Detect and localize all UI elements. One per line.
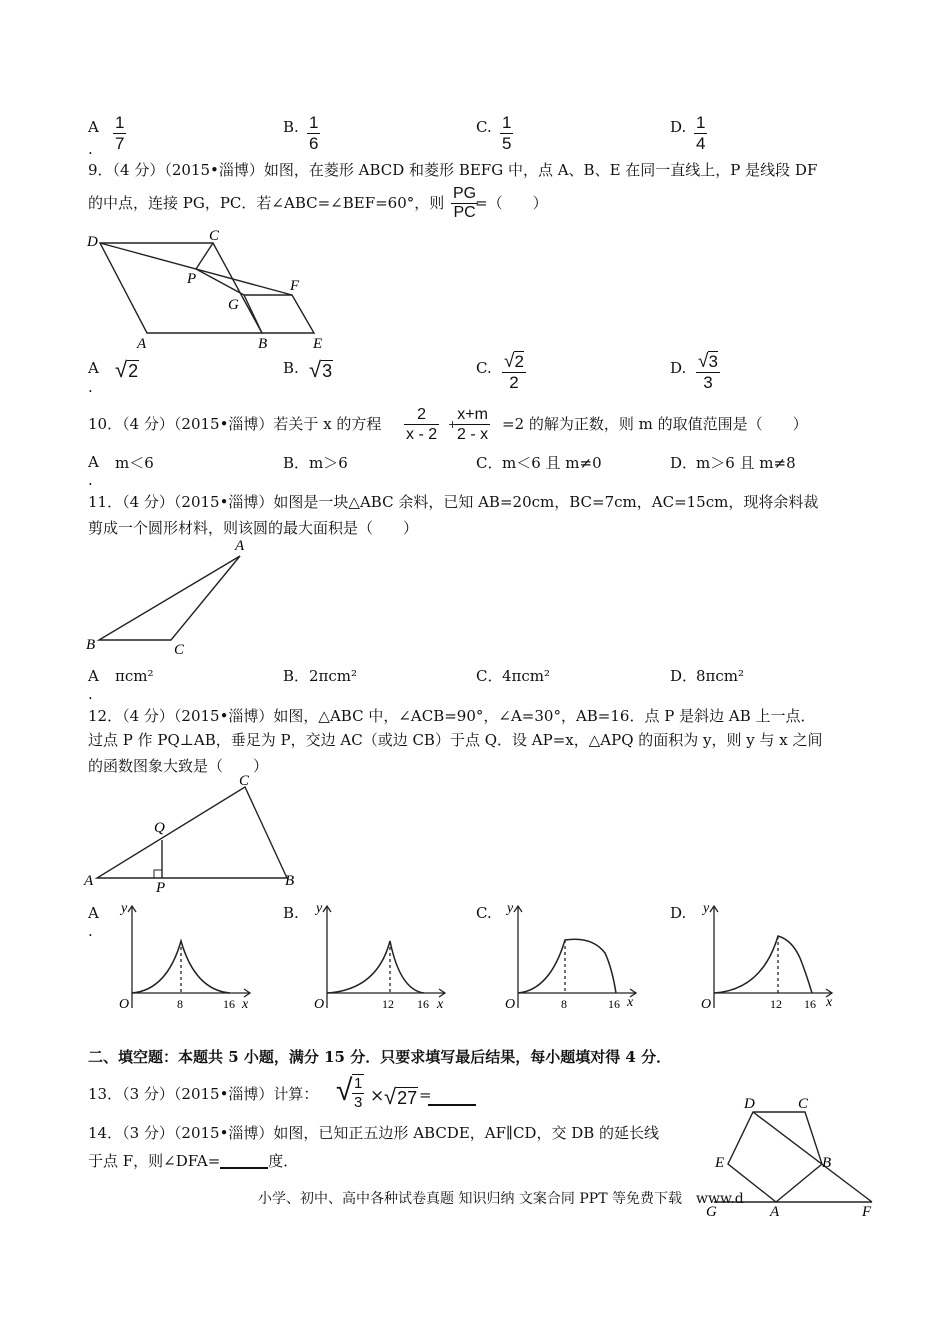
q12-graph-d-y-label: y	[703, 901, 710, 916]
q14-label-c: C	[798, 1096, 809, 1112]
q11-option-a-text: πcm²	[115, 667, 154, 685]
q14-label-b: B	[822, 1155, 832, 1171]
q12-graph-c-curve	[518, 939, 616, 993]
q12-option-c-label: C.	[476, 904, 492, 922]
q9-figure	[85, 228, 335, 353]
q11-figure	[82, 536, 262, 658]
q12-graph-c-end-tick: 16	[608, 997, 620, 1011]
q9-label-g: G	[228, 297, 239, 313]
q12-graph-d-end-tick: 16	[804, 997, 816, 1011]
q12-graph-b-end-tick: 16	[417, 997, 429, 1011]
q9-label-a: A	[137, 336, 147, 352]
q12-graph-b	[307, 898, 457, 1016]
q12-graph-b-x-label: x	[437, 997, 444, 1012]
q12-label-a: A	[84, 873, 94, 889]
q10-option-d-text: m＞6 且 m≠8	[696, 454, 796, 472]
q14-text-line1: 14．（3 分）（2015•淄博）如图，已知正五边形 ABCDE，AF∥CD，交 DB 的延长线	[88, 1124, 660, 1142]
q13-text-prefix: 13．（3 分）（2015•淄博）计算：	[88, 1085, 319, 1103]
q9-option-d-label: D.	[670, 359, 687, 377]
q12-label-p: P	[156, 880, 166, 892]
q9-label-b: B	[258, 336, 268, 352]
q13-sqrt-27: √27	[384, 1084, 418, 1109]
q12-graph-c-peak-tick: 8	[561, 997, 567, 1011]
q9-segment-pg	[196, 269, 244, 295]
q8-option-d-label: D.	[670, 118, 687, 136]
q9-option-b-sqrt: √3	[309, 357, 333, 382]
q12-graph-b-peak-tick: 12	[382, 997, 394, 1011]
q12-right-angle-mark	[154, 870, 162, 878]
q8-option-a-fraction: $\frac{1}{7}$	[115, 113, 125, 153]
q10-text-prefix: 10．（4 分）（2015•淄博）若关于 x 的方程	[88, 415, 382, 433]
q9-option-d-fraction: $\frac{√3}{3}$	[698, 351, 718, 392]
q12-graph-c-x-label: x	[627, 995, 634, 1010]
q14-label-d: D	[744, 1096, 755, 1112]
q12-graph-d-curve	[714, 936, 812, 993]
q9-text-line2	[88, 196, 444, 211]
q13-answer-blank	[428, 1090, 476, 1106]
q12-option-a-dot: .	[88, 922, 93, 940]
q13-radical-sign-1: √	[336, 1074, 353, 1107]
q12-graph-a	[112, 898, 262, 1016]
q12-graph-d-origin: O	[701, 997, 712, 1012]
q10-option-a-dot: .	[88, 471, 93, 489]
q12-text-line2: 过点 P 作 PQ⊥AB，垂足为 P，交边 AC（或边 CB）于点 Q．设 AP=x，△APQ 的面积为 y，则 y 与 x 之间	[88, 731, 823, 749]
q12-label-q: Q	[154, 820, 165, 836]
q14-line-df	[753, 1112, 872, 1202]
q12-graph-a-x-label: x	[242, 997, 249, 1012]
q10-text-suffix: =2 的解为正数，则 m 的取值范围是（ ）	[502, 415, 808, 433]
q10-fraction-1: $\frac{2}{x - 2}$	[406, 406, 438, 443]
q9-option-a-label: A	[88, 359, 99, 377]
section-2-title: 二、填空题：本题共 5 小题，满分 15 分．只要求填写最后结果，每小题填对得 4 分．	[88, 1048, 672, 1066]
q9-label-d: D	[87, 234, 98, 250]
q12-graph-a-peak-tick: 8	[177, 997, 183, 1011]
q14-pentagon-abcde	[728, 1112, 822, 1202]
q12-graph-d-peak-tick: 12	[770, 997, 782, 1011]
q9-ratio-fraction: $\frac{PG}{PC}$	[453, 185, 477, 221]
q12-graph-c-origin: O	[505, 997, 516, 1012]
q9-option-b-label: B.	[283, 359, 299, 377]
q11-option-d-text: 8πcm²	[696, 667, 745, 685]
q12-option-d-label: D.	[670, 904, 687, 922]
q11-option-b-text: 2πcm²	[309, 667, 358, 685]
q12-label-c: C	[239, 773, 250, 789]
q12-triangle-abc	[97, 787, 287, 878]
q12-text-line3: 的函数图象大致是（ ）	[88, 757, 269, 775]
q10-fraction-2: $\frac{x+m}{2 - x}$	[457, 406, 489, 443]
q10-option-a-text: m＜6	[115, 454, 154, 472]
q11-label-a: A	[235, 538, 245, 554]
q11-option-d-label: D．	[670, 667, 698, 685]
q10-option-b-label: B．	[283, 454, 310, 472]
q9-rhombus-abcd	[100, 243, 262, 333]
q10-option-d-label: D．	[670, 454, 698, 472]
q8-option-a-dot: .	[88, 140, 93, 158]
q9-label-e: E	[313, 336, 323, 352]
q8-option-c-fraction: $\frac{1}{5}$	[502, 113, 512, 153]
q14-label-e: E	[715, 1155, 725, 1171]
q12-graph-d	[694, 898, 844, 1016]
q11-option-a-label: A	[88, 667, 99, 685]
q12-text-line1: 12．（4 分）（2015•淄博）如图，△ABC 中，∠ACB=90°，∠A=30°，AB=16．点 P 是斜边 AB 上一点．	[88, 707, 816, 725]
q9-label-f: F	[290, 278, 300, 294]
q10-option-c-label: C．	[476, 454, 503, 472]
q10-plus-sign: +	[448, 418, 458, 431]
q12-label-b: B	[285, 873, 295, 889]
q11-option-c-text: 4πcm²	[502, 667, 551, 685]
q13-fraction-under-root: $\frac{1}{3}$	[354, 1075, 363, 1111]
q12-graph-a-origin: O	[119, 997, 130, 1012]
q10-option-b-text: m＞6	[309, 454, 348, 472]
q14-label-g: G	[706, 1204, 717, 1220]
q11-option-a-dot: .	[88, 685, 93, 703]
q14-label-f: F	[862, 1204, 872, 1220]
q11-label-b: B	[86, 637, 96, 653]
q12-option-b-label: B.	[283, 904, 299, 922]
page-footer: 小学、初中、高中各种试卷真题 知识归纳 文案合同 PPT 等免费下载 www.d	[258, 1191, 744, 1207]
q9-option-a-sqrt: √2	[115, 357, 139, 382]
q9-text-line2-main: 的中点，连接 PG，PC．若∠ABC=∠BEF=60°，则	[88, 194, 445, 212]
q12-graph-a-end-tick: 16	[223, 997, 235, 1011]
q12-graph-c	[500, 898, 650, 1016]
q12-figure	[82, 772, 307, 892]
q9-segment-pc	[196, 243, 213, 269]
q9-text-tail: =（ ）	[475, 194, 548, 212]
q9-text-line1: 9．（4 分）（2015•淄博）如图，在菱形 ABCD 和菱形 BEFG 中，点 A、B、E 在同一直线上，P 是线段 DF	[88, 161, 818, 179]
q8-option-b-label: B.	[283, 118, 299, 136]
q12-graph-b-origin: O	[314, 997, 325, 1012]
q11-label-c: C	[174, 642, 185, 658]
q9-option-c-label: C.	[476, 359, 492, 377]
q9-option-a-dot: .	[88, 378, 93, 396]
q8-option-a-label: A	[88, 118, 99, 136]
q9-label-c: C	[209, 228, 220, 244]
q12-graph-a-y-label: y	[121, 901, 128, 916]
q9-rhombus-befg	[244, 295, 314, 333]
q11-option-c-label: C．	[476, 667, 503, 685]
q13-times-sign: ×	[370, 1086, 385, 1106]
q13-equals-sign: =	[419, 1086, 432, 1104]
q12-graph-b-y-label: y	[316, 901, 323, 916]
q14-label-a: A	[770, 1204, 780, 1220]
q12-option-a-label: A	[88, 904, 99, 922]
q8-option-c-label: C.	[476, 118, 492, 136]
q11-option-b-label: B．	[283, 667, 310, 685]
q14-text-line2-main: 于点 F，则∠DFA=	[88, 1152, 221, 1170]
q9-label-p: P	[187, 271, 197, 287]
q14-text-line2	[88, 1153, 298, 1169]
q10-option-a-label: A	[88, 453, 99, 471]
q11-triangle-abc	[99, 556, 240, 640]
q9-option-c-fraction: $\frac{√2}{2}$	[504, 351, 524, 392]
q14-answer-blank	[220, 1153, 268, 1169]
q12-graph-d-x-label: x	[826, 995, 833, 1010]
q10-option-c-text: m＜6 且 m≠0	[502, 454, 602, 472]
q8-option-b-fraction: $\frac{1}{6}$	[309, 113, 319, 153]
q14-text-line2-tail: 度．	[268, 1152, 299, 1170]
q8-option-d-fraction: $\frac{1}{4}$	[696, 113, 706, 153]
q12-graph-c-y-label: y	[507, 901, 514, 916]
q11-text-line1: 11．（4 分）（2015•淄博）如图是一块△ABC 余料，已知 AB=20cm，BC=7cm，AC=15cm，现将余料裁	[88, 493, 819, 511]
q11-text-line2: 剪成一个圆形材料，则该圆的最大面积是（ ）	[88, 519, 419, 537]
q12-graph-b-curve	[327, 941, 424, 993]
